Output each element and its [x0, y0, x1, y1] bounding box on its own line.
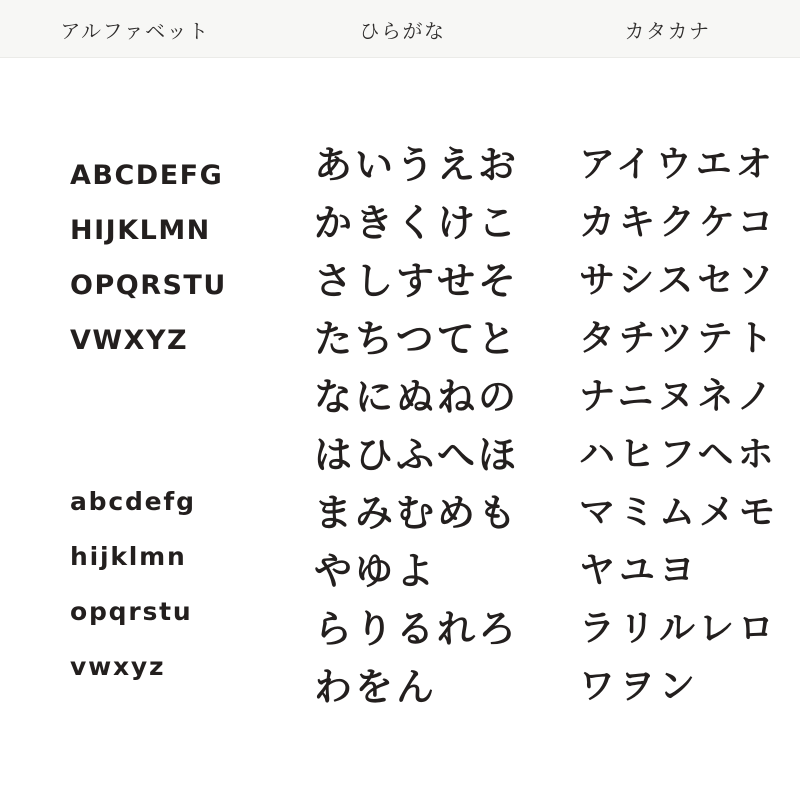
- alphabet-uppercase-block: [70, 148, 227, 368]
- hiragana-line: わをん: [314, 665, 438, 709]
- hiragana-column: [270, 58, 535, 800]
- hiragana-line: まみむめも: [314, 491, 520, 535]
- alphabet-uppercase-line: ABCDEFG: [70, 160, 224, 191]
- alphabet-uppercase-line: VWXYZ: [70, 325, 189, 356]
- katakana-line: マミムメモ: [579, 492, 780, 533]
- column-headers: [0, 0, 800, 58]
- alphabet-uppercase-line: HIJKLMN: [70, 215, 211, 246]
- alphabet-lowercase-block: [70, 474, 196, 694]
- hiragana-block: [314, 136, 519, 716]
- katakana-line: ヤユヨ: [579, 550, 700, 591]
- hiragana-line: かきくけこ: [314, 201, 520, 245]
- column-header-alphabet: アルファベット: [60, 18, 210, 43]
- hiragana-line: さしすせそ: [314, 259, 520, 303]
- alphabet-lowercase-line: hijklmn: [70, 542, 187, 571]
- sample-columns: [0, 58, 800, 800]
- column-header-katakana: カタカナ: [624, 18, 711, 43]
- katakana-line: ラリルレロ: [579, 608, 779, 649]
- katakana-line: カキクケコ: [579, 202, 778, 243]
- katakana-line: アイウエオ: [579, 144, 776, 185]
- katakana-block: [579, 136, 779, 716]
- alphabet-lowercase-line: vwxyz: [70, 652, 166, 681]
- katakana-line: サシスセソ: [579, 260, 778, 301]
- hiragana-line: らりるれろ: [314, 607, 520, 651]
- hiragana-line: はひふへほ: [314, 433, 520, 477]
- alphabet-column: [0, 58, 270, 800]
- alphabet-uppercase-line: OPQRSTU: [70, 270, 227, 301]
- hiragana-line: なにぬねの: [314, 375, 520, 419]
- alphabet-lowercase-line: opqrstu: [70, 597, 193, 626]
- katakana-column: [535, 58, 800, 800]
- column-header-hiragana: ひらがな: [359, 18, 446, 43]
- katakana-line: ハヒフヘホ: [579, 434, 778, 475]
- hiragana-line: たちつてと: [314, 317, 519, 361]
- katakana-line: ナニヌネノ: [579, 376, 777, 417]
- hiragana-line: やゆよ: [314, 549, 438, 593]
- hiragana-line: あいうえお: [314, 143, 520, 187]
- katakana-line: タチツテト: [579, 318, 777, 359]
- katakana-line: ワヲン: [579, 666, 700, 707]
- alphabet-lowercase-line: abcdefg: [70, 487, 196, 516]
